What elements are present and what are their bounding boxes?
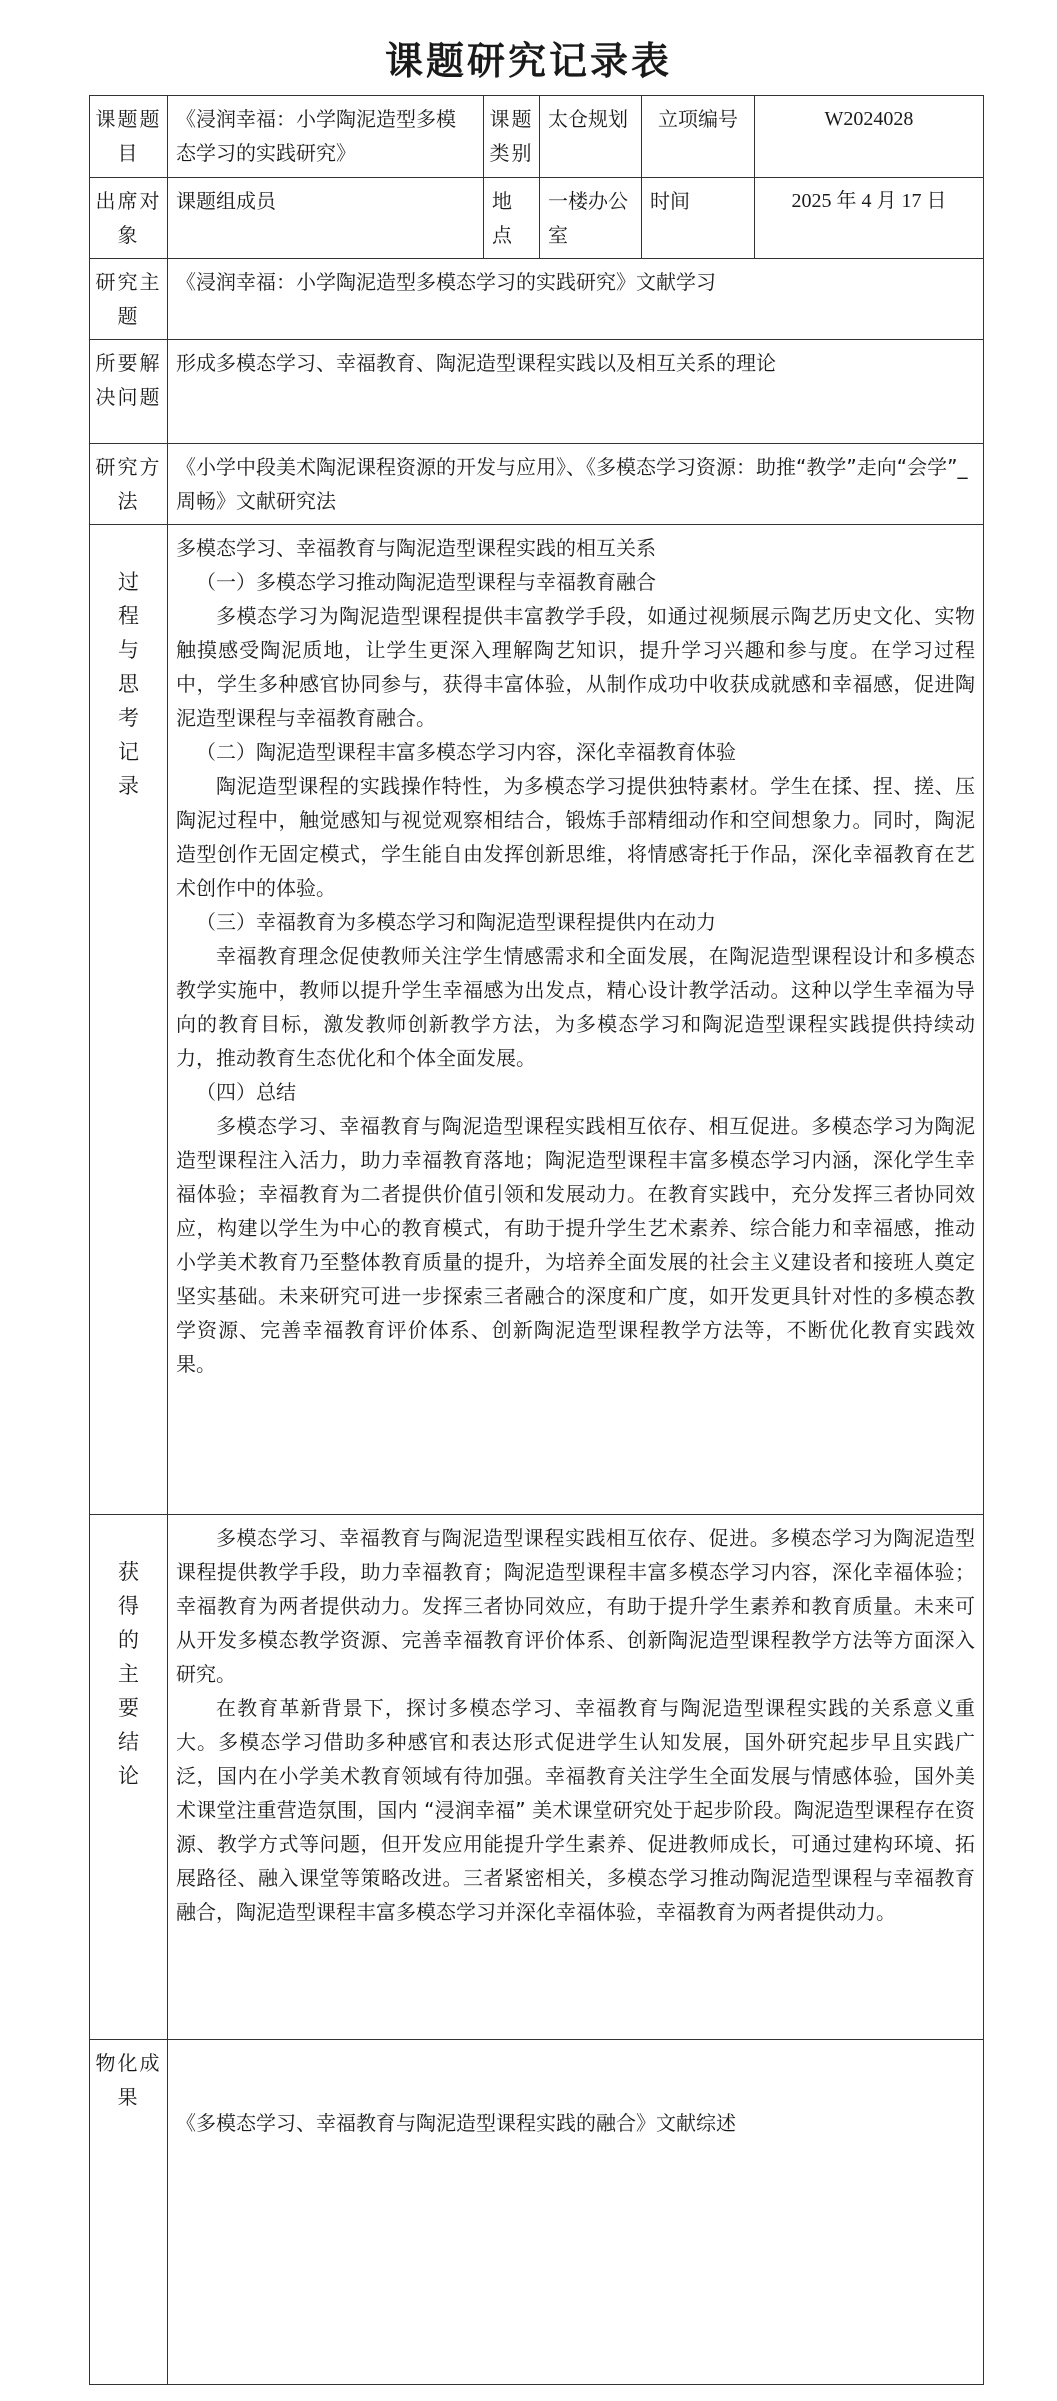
row-topic: [90, 96, 984, 178]
place-value: 一楼办公室: [540, 178, 642, 259]
section-3-text: 幸福教育理念促使教师关注学生情感需求和全面发展，在陶泥造型课程设计和多模态教学实施中，教师以提升学生幸福感为出发点，精心设计教学活动。这种以学生幸福为导向的教育目标，激发教师创新教学方法，为多模态学习和陶泥造型课程实践提供持续动力，推动教育生态优化和个体全面发展。: [176, 944, 975, 1070]
time-value: 2025 年 4 月 17 日: [755, 178, 984, 259]
conclusion-paragraph-1: 多模态学习、幸福教育与陶泥造型课程实践相互依存、促进。多模态学习为陶泥造型课程提供教学手段，助力幸福教育；陶泥造型课程丰富多模态学习内容，深化幸福体验；幸福教育为两者提供动力。发挥三者协同效应，有助于提升学生素养和教育质量。未来可从开发多模态教学资源、完善幸福教育评价体系、创新陶泥造型课程教学方法等方面深入研究。: [176, 1526, 975, 1686]
section-4-text: 多模态学习、幸福教育与陶泥造型课程实践相互依存、相互促进。多模态学习为陶泥造型课程注入活力，助力幸福教育落地；陶泥造型课程丰富多模态学习内涵，深化学生幸福体验；幸福教育为二者提供价值引领和发展动力。在教育实践中，充分发挥三者协同效应，构建以学生为中心的教育模式，有助于提升学生艺术素养、综合能力和幸福感，推动小学美术教育乃至整体教育质量的提升，为培养全面发展的社会主义建设者和接班人奠定坚实基础。未来研究可进一步探索三者融合的深度和广度，如开发更具针对性的多模态教学资源、完善幸福教育评价体系、创新陶泥造型课程教学方法等，不断优化教育实践效果。: [176, 1114, 975, 1376]
row-process: [90, 525, 984, 1515]
theme-value: 《浸润幸福：小学陶泥造型多模态学习的实践研究》文献学习: [168, 259, 984, 340]
time-label: 时间: [642, 178, 755, 259]
outcome-content: [168, 2040, 984, 2385]
topic-value: 《浸润幸福：小学陶泥造型多模态学习的实践研究》: [168, 96, 484, 178]
process-content: [168, 525, 984, 1515]
section-1-text: 多模态学习为陶泥造型课程提供丰富教学手段，如通过视频展示陶艺历史文化、实物触摸感受陶泥质地，让学生更深入理解陶艺知识，提升学习兴趣和参与度。在学习过程中，学生多种感官协同参与，获得丰富体验，从制作成功中收获成就感和幸福感，促进陶泥造型课程与幸福教育融合。: [176, 604, 975, 730]
row-conclusion: [90, 1515, 984, 2040]
section-3-heading: （三）幸福教育为多模态学习和陶泥造型课程提供内在动力: [196, 910, 716, 934]
place-label: 地点: [484, 178, 540, 259]
outcome-value: 《多模态学习、幸福教育与陶泥造型课程实践的融合》文献综述: [176, 2111, 736, 2135]
conclusion-label: 获得的主要结论: [118, 1560, 139, 1788]
row-theme: [90, 259, 984, 340]
topic-label: 课题题目: [90, 96, 168, 178]
process-intro: 多模态学习、幸福教育与陶泥造型课程实践的相互关系: [176, 536, 656, 560]
problem-value: 形成多模态学习、幸福教育、陶泥造型课程实践以及相互关系的理论: [168, 340, 984, 444]
section-4-heading: （四）总结: [196, 1080, 296, 1104]
project-no-value: W2024028: [755, 96, 984, 178]
section-2-text: 陶泥造型课程的实践操作特性，为多模态学习提供独特素材。学生在揉、捏、搓、压陶泥过程中，触觉感知与视觉观察相结合，锻炼手部精细动作和空间想象力。同时，陶泥造型创作无固定模式，学生能自由发挥创新思维，将情感寄托于作品，深化幸福教育在艺术创作中的体验。: [176, 774, 975, 900]
row-problem: [90, 340, 984, 444]
row-method: [90, 444, 984, 525]
process-label: 过程与思考记录: [118, 570, 139, 798]
process-label-cell: [90, 525, 168, 1515]
conclusion-paragraph-2: 在教育革新背景下，探讨多模态学习、幸福教育与陶泥造型课程实践的关系意义重大。多模态学习借助多种感官和表达形式促进学生认知发展，国外研究起步早且实践广泛，国内在小学美术教育领域有待加强。幸福教育关注学生全面发展与情感体验，国外美术课堂注重营造氛围，国内 “浸润幸福” 美术课堂研究处于起步阶段。陶泥造型课程存在资源、教学方式等问题，但开发应用能提升学生素养、促进教师成长，可通过建构环境、拓展路径、融入课堂等策略改进。三者紧密相关，多模态学习推动陶泥造型课程与幸福教育融合，陶泥造型课程丰富多模态学习并深化幸福体验，幸福教育为两者提供动力。: [176, 1696, 975, 1924]
conclusion-content: [168, 1515, 984, 2040]
row-attendees: [90, 178, 984, 259]
research-record-table: [89, 95, 984, 2385]
problem-label: 所要解决问题: [90, 340, 168, 444]
section-2-heading: （二）陶泥造型课程丰富多模态学习内容，深化幸福教育体验: [196, 740, 736, 764]
conclusion-label-cell: [90, 1515, 168, 2040]
section-1-heading: （一）多模态学习推动陶泥造型课程与幸福教育融合: [196, 570, 656, 594]
attendees-label: 出席对象: [90, 178, 168, 259]
page-title: 课题研究记录表: [384, 39, 672, 83]
attendees-value: 课题组成员: [168, 178, 484, 259]
project-no-label: 立项编号: [642, 96, 755, 178]
method-label: 研究方法: [90, 444, 168, 525]
theme-label: 研究主题: [90, 259, 168, 340]
category-label: 课题类别: [484, 96, 540, 178]
outcome-label: 物化成果: [90, 2040, 168, 2385]
category-value: 太仓规划: [540, 96, 642, 178]
row-outcome: [90, 2040, 984, 2385]
method-value: 《小学中段美术陶泥课程资源的开发与应用》、《多模态学习资源：助推“教学”走向“会学”_周畅》文献研究法: [168, 444, 984, 525]
